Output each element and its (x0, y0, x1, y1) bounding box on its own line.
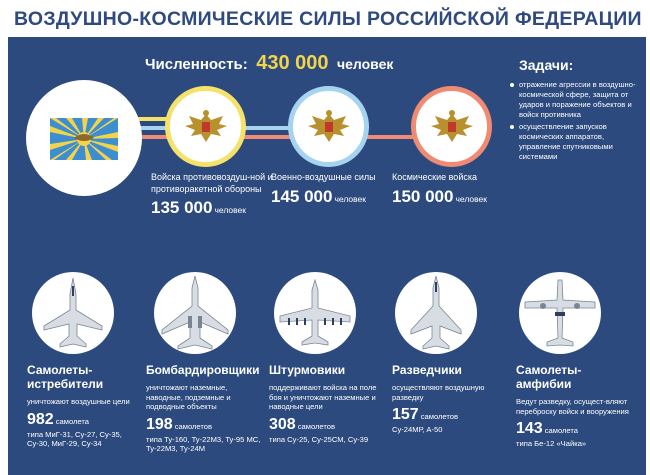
aircraft-count: 198 самолетов (146, 415, 213, 433)
aircraft-types: типа Ту-160, Ту-22М3, Ту-95 МС, Ту-22М3, Ту-24М (146, 434, 261, 453)
bomber-icon (154, 272, 236, 354)
tasks-title: Задачи: (519, 57, 574, 73)
aircraft-desc: поддерживают войска на поле боя и уничтожают наземные и наводные цели (269, 383, 377, 411)
aircraft-count: 143 самолета (516, 420, 579, 437)
aircraft-count: 982 самолета (27, 410, 90, 428)
space-forces-emblem (411, 86, 492, 167)
aircraft-bombers (146, 363, 264, 454)
branch-name: Космические войска (392, 172, 477, 182)
aircraft-types: типа МиГ-31, Су-27, Су-35, Су-30, МиГ-29, Су-34 (27, 429, 122, 448)
vks-flag-emblem (26, 80, 142, 196)
aircraft-name: Самолеты-амфибии (516, 363, 582, 391)
aircraft-desc: уничтожают наземные, наводные, подземные и подводные объекты (146, 383, 231, 411)
info-panel (8, 37, 646, 475)
headcount-value: 430 000 (256, 52, 329, 74)
task-item: осуществление запусков космических аппаратов, управление спутниковыми системами (509, 122, 646, 162)
aircraft-types: Су-24МР, А-50 (392, 425, 443, 434)
reconnaissance-aircraft-icon (395, 272, 477, 354)
bomber-circle (154, 272, 236, 354)
branch-name: Войска противовоздуш-ной и противоракетной обороны (151, 172, 273, 194)
tasks-list (509, 80, 646, 164)
branch-name: Военно-воздушные силы (271, 172, 376, 182)
aircraft-desc: осуществляют воздушную разведку (392, 383, 485, 402)
aircraft-count: 157 самолетов (392, 406, 459, 423)
aircraft-desc: Ведут разведку, осущест-вляют переброску войск и вооружения (516, 397, 629, 416)
vks-flag-icon (26, 80, 142, 196)
aircraft-name: Бомбардировщики (146, 363, 260, 377)
aircraft-desc: уничтожают воздушные цели (27, 397, 130, 406)
total-headcount (145, 52, 393, 75)
branch-air-defense (151, 172, 276, 218)
aircraft-types: типа Бе-12 «Чайка» (516, 439, 587, 448)
air-force-emblem (288, 86, 369, 167)
attack-aircraft-circle (274, 272, 356, 354)
branch-count: 145 000 человек (271, 186, 366, 206)
headcount-unit: человек (336, 56, 394, 72)
headcount-label: Численность: (145, 56, 248, 73)
reconnaissance-aircraft-circle (395, 272, 477, 354)
double-headed-eagle-icon (306, 108, 352, 146)
aircraft-name: Разведчики (392, 363, 462, 377)
branch-air-force (271, 172, 396, 207)
page-title: ВОЗДУШНО-КОСМИЧЕСКИЕ СИЛЫ РОССИЙСКОЙ ФЕДЕРАЦИИ (14, 8, 642, 30)
branch-count: 135 000 человек (151, 198, 246, 217)
aircraft-reconnaissance (392, 363, 502, 435)
aircraft-name: Самолеты-истребители (27, 363, 104, 391)
aircraft-attack (269, 363, 389, 444)
attack-aircraft-icon (274, 272, 356, 354)
branch-space-forces (392, 172, 517, 207)
aircraft-types: типа Су-25, Су-25СМ, Су-39 (269, 434, 369, 444)
air-defense-emblem (165, 86, 246, 167)
fighter-jet-icon (32, 272, 114, 354)
amphibious-aircraft-icon (519, 272, 601, 354)
aircraft-fighters (27, 363, 142, 449)
double-headed-eagle-icon (429, 108, 475, 146)
double-headed-eagle-icon (183, 108, 229, 146)
aircraft-count: 308 самолетов (269, 415, 336, 433)
aircraft-amphibious (516, 363, 631, 449)
amphibious-aircraft-circle (519, 272, 601, 354)
task-item: отражение агрессии в воздушно-космической сфере, защита от ударов и поражение объектов и войск противника (509, 80, 646, 120)
branch-count: 150 000 человек (392, 186, 487, 206)
aircraft-name: Штурмовики (269, 363, 346, 377)
fighter-jet-circle (32, 272, 114, 354)
